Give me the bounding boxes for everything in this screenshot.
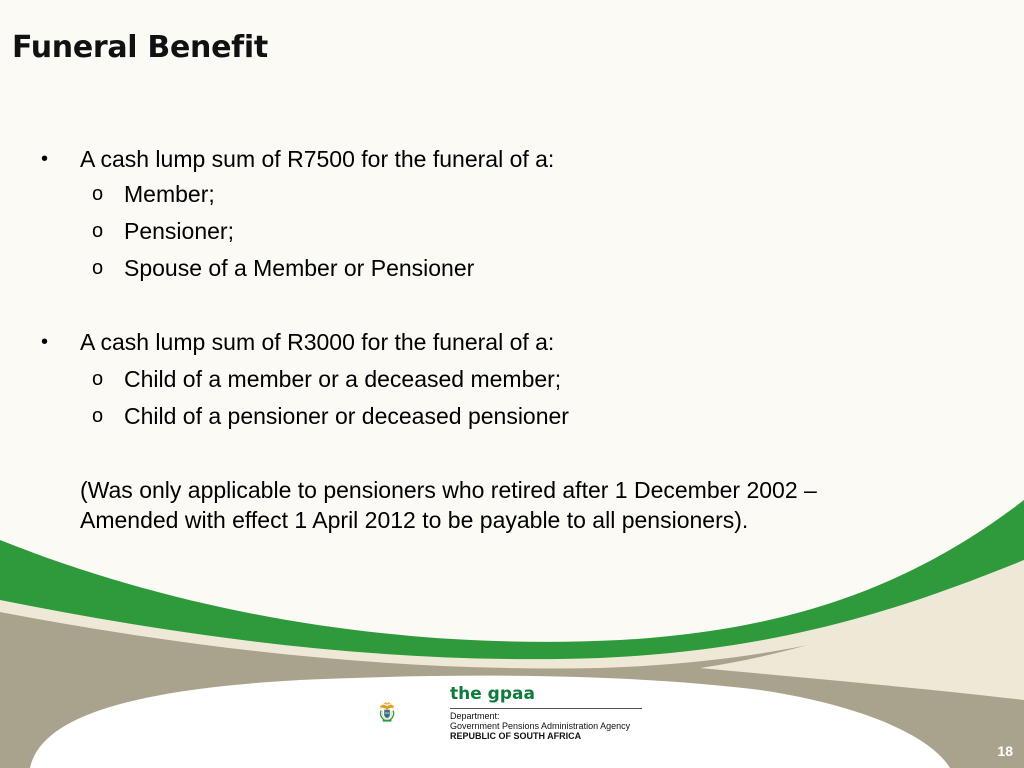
list-item: Child of a pensioner or deceased pensioner [124, 403, 569, 429]
sub-bullet-icon: o [92, 368, 104, 390]
list-item: Spouse of a Member or Pensioner [124, 255, 475, 281]
sub-bullet-icon: o [92, 183, 104, 205]
sub-bullet-icon: o [92, 220, 104, 242]
bullet-icon: • [41, 331, 49, 353]
section-1-heading: A cash lump sum of R7500 for the funeral of a: [80, 146, 555, 172]
list-item: Member; [124, 181, 215, 207]
divider [450, 708, 642, 709]
sub-bullet-icon: o [92, 257, 104, 279]
page-title: Funeral Benefit [12, 30, 268, 65]
org-logo-text: the gpaa [450, 684, 535, 704]
section-2-heading: A cash lump sum of R3000 for the funeral of a: [80, 329, 555, 355]
country-name: REPUBLIC OF SOUTH AFRICA [450, 731, 582, 741]
note-line-2: Amended with effect 1 April 2012 to be payable to all pensioners). [80, 507, 749, 533]
note-line-1: (Was only applicable to pensioners who retired after 1 December 2002 – [80, 477, 817, 503]
sub-bullet-icon: o [92, 405, 104, 427]
department-label: Department: [450, 711, 500, 721]
agency-name: Government Pensions Administration Agency [450, 721, 631, 731]
bullet-icon: • [41, 148, 49, 170]
coat-of-arms-icon [378, 672, 448, 752]
list-item: Child of a member or a deceased member; [124, 366, 562, 392]
page-number: 18 [997, 743, 1013, 759]
list-item: Pensioner; [124, 218, 234, 244]
